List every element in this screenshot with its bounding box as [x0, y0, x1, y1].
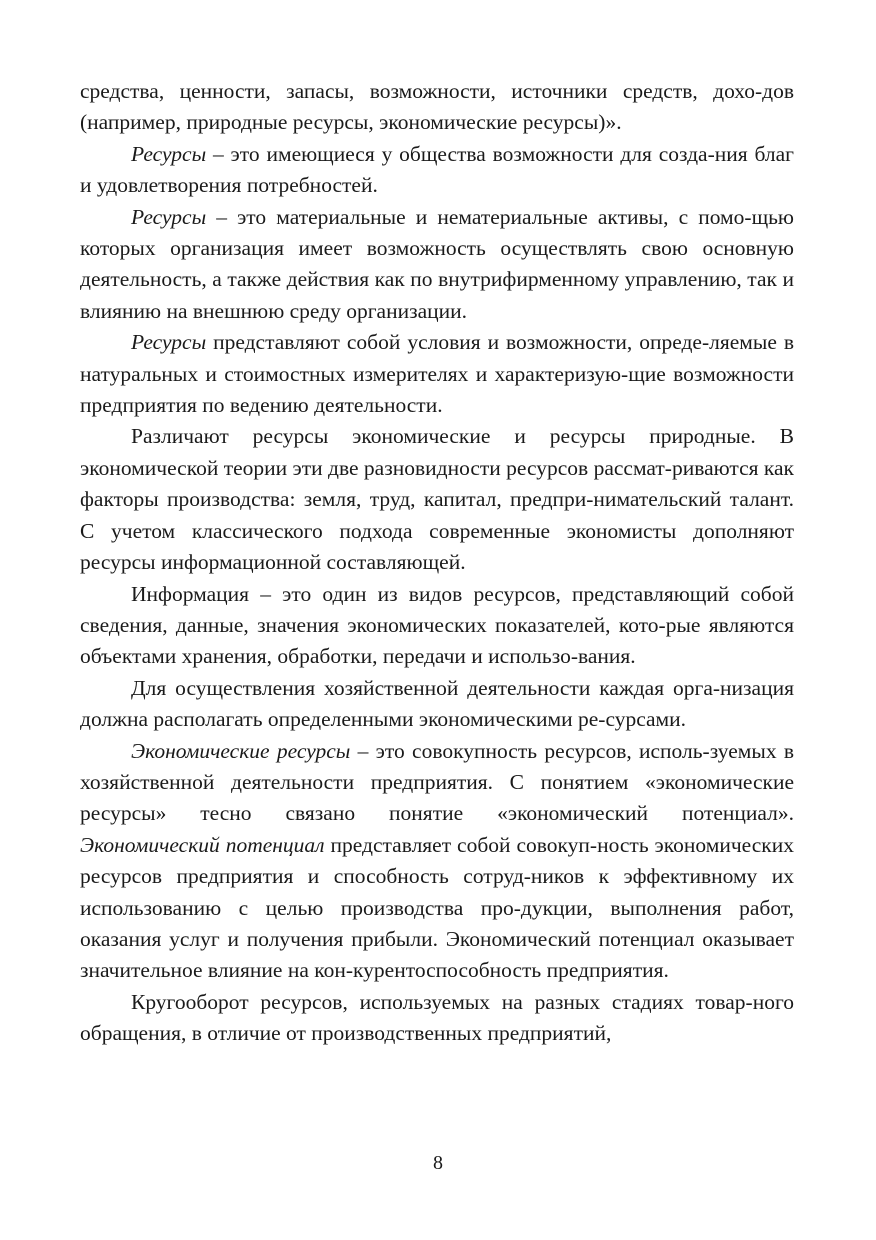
italic-term: Ресурсы: [131, 330, 207, 355]
italic-term: Ресурсы: [131, 204, 207, 229]
text-segment: Кругооборот ресурсов, используемых на разных стадиях товар-ного обращения, в отличие от производственных предприятий,: [80, 989, 794, 1046]
text-segment: представляют собой условия и возможности, опреде-ляемые в натуральных и стоимостных измерителях и характеризую-щие возможности предприятия по ведению деятельности.: [80, 330, 794, 418]
italic-term: Экономический потенциал: [80, 832, 325, 857]
body-text: [80, 76, 794, 1050]
text-segment: – это совокупность ресурсов, исполь-зуемых в хозяйственной деятельности предприятия. С понятием «экономические ресурсы» тесно связано понятие «экономический потенциал».: [80, 738, 795, 826]
paragraph-6: [80, 673, 794, 736]
text-segment: представляет собой совокуп-ность экономических ресурсов предприятия и способность сотруд-ников к эффективному их использованию с целью производства про-дукции, выполнения работ, оказания услуг и получения прибыли. Экономический потенциал оказывает значительное влияние на кон-курентоспособность предприятия.: [80, 832, 794, 983]
paragraph-8: [80, 987, 794, 1050]
text-segment: Для осуществления хозяйственной деятельности каждая орга-низация должна располагать определенными экономическими ре-сурсами.: [80, 675, 794, 732]
paragraph-2: [80, 202, 794, 328]
paragraph-0: [80, 76, 794, 139]
paragraph-3: [80, 327, 794, 421]
text-segment: – это имеющиеся у общества возможности для созда-ния благ и удовлетворения потребностей.: [80, 141, 794, 198]
italic-term: Ресурсы: [131, 141, 207, 166]
paragraph-5: [80, 579, 794, 673]
paragraph-1: [80, 139, 794, 202]
italic-term: Экономические ресурсы: [131, 738, 351, 763]
paragraph-7: [80, 736, 794, 987]
paragraph-4: [80, 421, 794, 578]
page-number: 8: [433, 1152, 443, 1174]
text-segment: Информация – это один из видов ресурсов, представляющий собой сведения, данные, значения экономических показателей, кото-рые являются объектами хранения, обработки, передачи и использо-вания.: [80, 581, 794, 669]
text-segment: Различают ресурсы экономические и ресурсы природные. В экономической теории эти две разновидности ресурсов рассмат-риваются как факторы производства: земля, труд, капитал, предпри-нимательский талант. С учетом классического подхода современные экономисты дополняют ресурсы информационной составляющей.: [80, 424, 794, 575]
text-segment: средства, ценности, запасы, возможности, источники средств, дохо-дов (например, природные ресурсы, экономические ресурсы)».: [80, 79, 794, 135]
text-segment: – это материальные и нематериальные активы, с помо-щью которых организация имеет возможность осуществлять свою основную деятельность, а также действия как по внутрифирменному управлению, так и влиянию на внешнюю среду организации.: [80, 204, 794, 323]
